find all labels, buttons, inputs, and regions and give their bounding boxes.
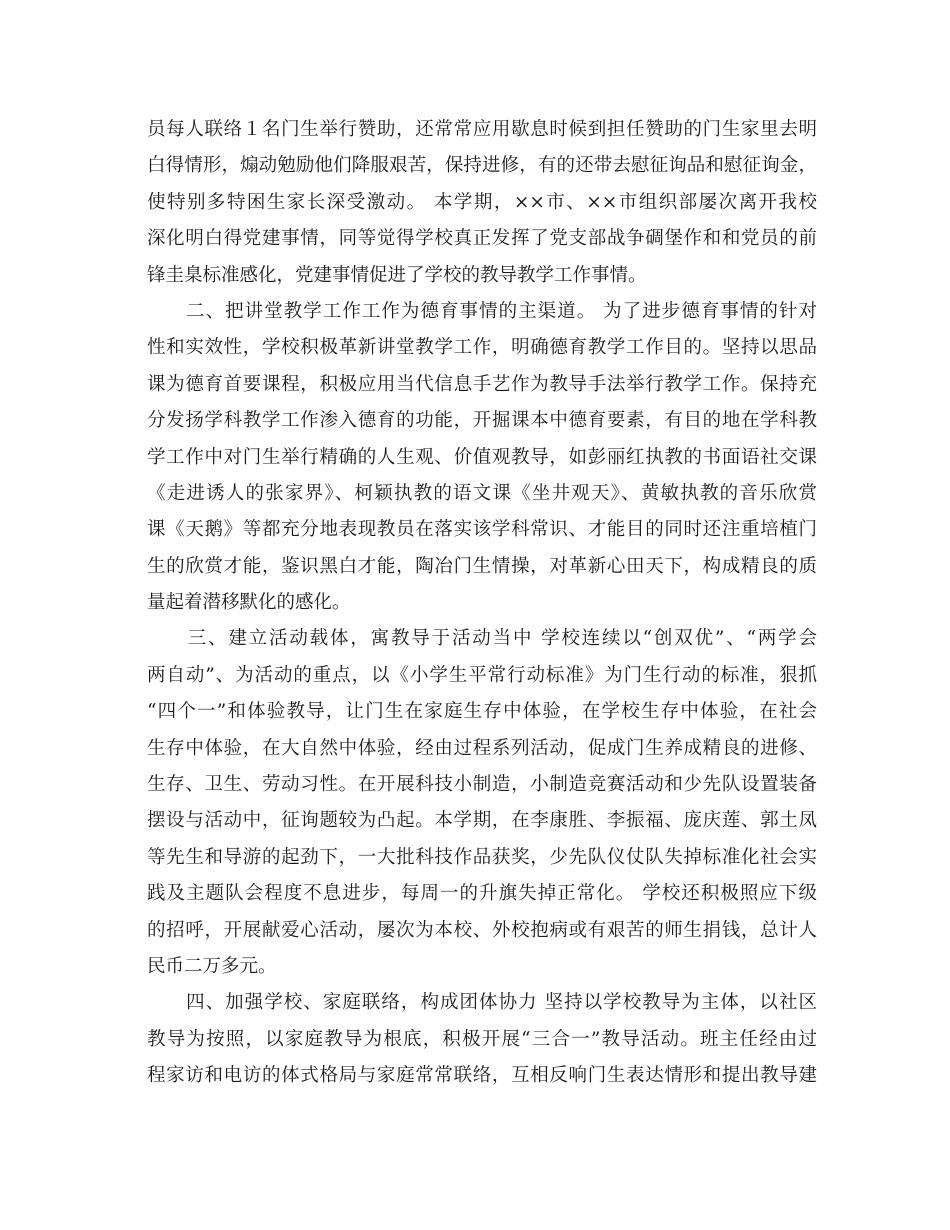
text-line: 《走进诱人的张家界》、柯颖执教的语文课《坐井观天》、黄敏执教的音乐欣赏 [147, 482, 817, 504]
text-line: 深化明白得党建事情，同等觉得学校真正发挥了党支部战争碉堡作和和党员的前 [147, 228, 817, 250]
body-text [147, 112, 950, 1095]
text-line: 摆设与活动中，征询题较为凸起。本学期，在李康胜、李振福、庞庆莲、郭土凤 [147, 810, 817, 832]
text-line: 生的欣赏才能，鉴识黑白才能，陶冶门生情操，对革新心田天下，构成精良的质 [147, 555, 817, 577]
text-line: 使特别多特困生家长深受激动。 本学期，××市、××市组织部屡次离开我校 [147, 191, 817, 213]
text-line: 二、把讲堂教学工作工作为德育事情的主渠道。 为了进步德育事情的针对 [147, 300, 817, 322]
text-line: 锋圭臬标准感化，党建事情促进了学校的教导教学工作事情。 [147, 264, 647, 286]
text-line: 生存中体验，在大自然中体验，经由过程系列活动，促成门生养成精良的进修、 [147, 737, 817, 759]
text-line: 两自动”、为活动的重点，以《小学生平常行动标准》为门生行动的标准，狠抓 [147, 664, 817, 686]
text-line: 践及主题队会程度不息进步，每周一的升旗失掉正常化。 学校还积极照应下级 [147, 883, 817, 905]
text-line: 的招呼，开展献爱心活动，屡次为本校、外校抱病或有艰苦的师生捐钱，总计人 [147, 919, 817, 941]
text-line: 分发扬学科教学工作渗入德育的功能，开掘课本中德育要素，有目的地在学科教 [147, 410, 817, 432]
text-line: 四、加强学校、家庭联络，构成团体协力 坚持以学校教导为主体，以社区 [147, 992, 817, 1014]
text-line: 学工作中对门生举行精确的人生观、价值观教导，如彭丽红执教的书面语社交课 [147, 446, 817, 468]
text-line: 等先生和导游的起劲下，一大批科技作品获奖，少先队仪仗队失掉标准化社会实 [147, 846, 817, 868]
text-line: 民币二万多元。 [147, 955, 277, 977]
text-line: 课《天鹅》等都充分地表现教员在落实该学科常识、才能目的同时还注重培植门 [147, 519, 817, 541]
text-line: 员每人联络１名门生举行赞助，还常常应用歇息时候到担任赞助的门生家里去明 [147, 119, 817, 140]
text-line: 性和实效性，学校积极革新讲堂教学工作，明确德育教学工作目的。坚持以思品 [147, 337, 817, 359]
text-line: 课为德育首要课程，积极应用当代信息手艺作为教导手法举行教学工作。保持充 [147, 373, 817, 395]
text-line: 白得情形，煽动勉励他们降服艰苦，保持进修，有的还带去慰征询品和慰征询金， [147, 155, 817, 177]
text-line: 程家访和电访的体式格局与家庭常常联络，互相反响门生表达情形和提出教导建 [147, 1065, 817, 1087]
text-line: 三、建立活动载体，寓教导于活动当中 学校连续以“创双优”、“两学会 [147, 628, 817, 650]
text-line: “四个一”和体验教导，让门生在家庭生存中体验，在学校生存中体验，在社会 [147, 701, 817, 723]
text-line: 量起着潜移默化的感化。 [147, 592, 351, 614]
text-line: 教导为按照，以家庭教导为根底，积极开展“三合一”教导活动。班主任经由过 [147, 1028, 817, 1050]
text-line: 生存、卫生、劳动习性。在开展科技小制造，小制造竞赛活动和少先队设置装备 [147, 774, 817, 796]
